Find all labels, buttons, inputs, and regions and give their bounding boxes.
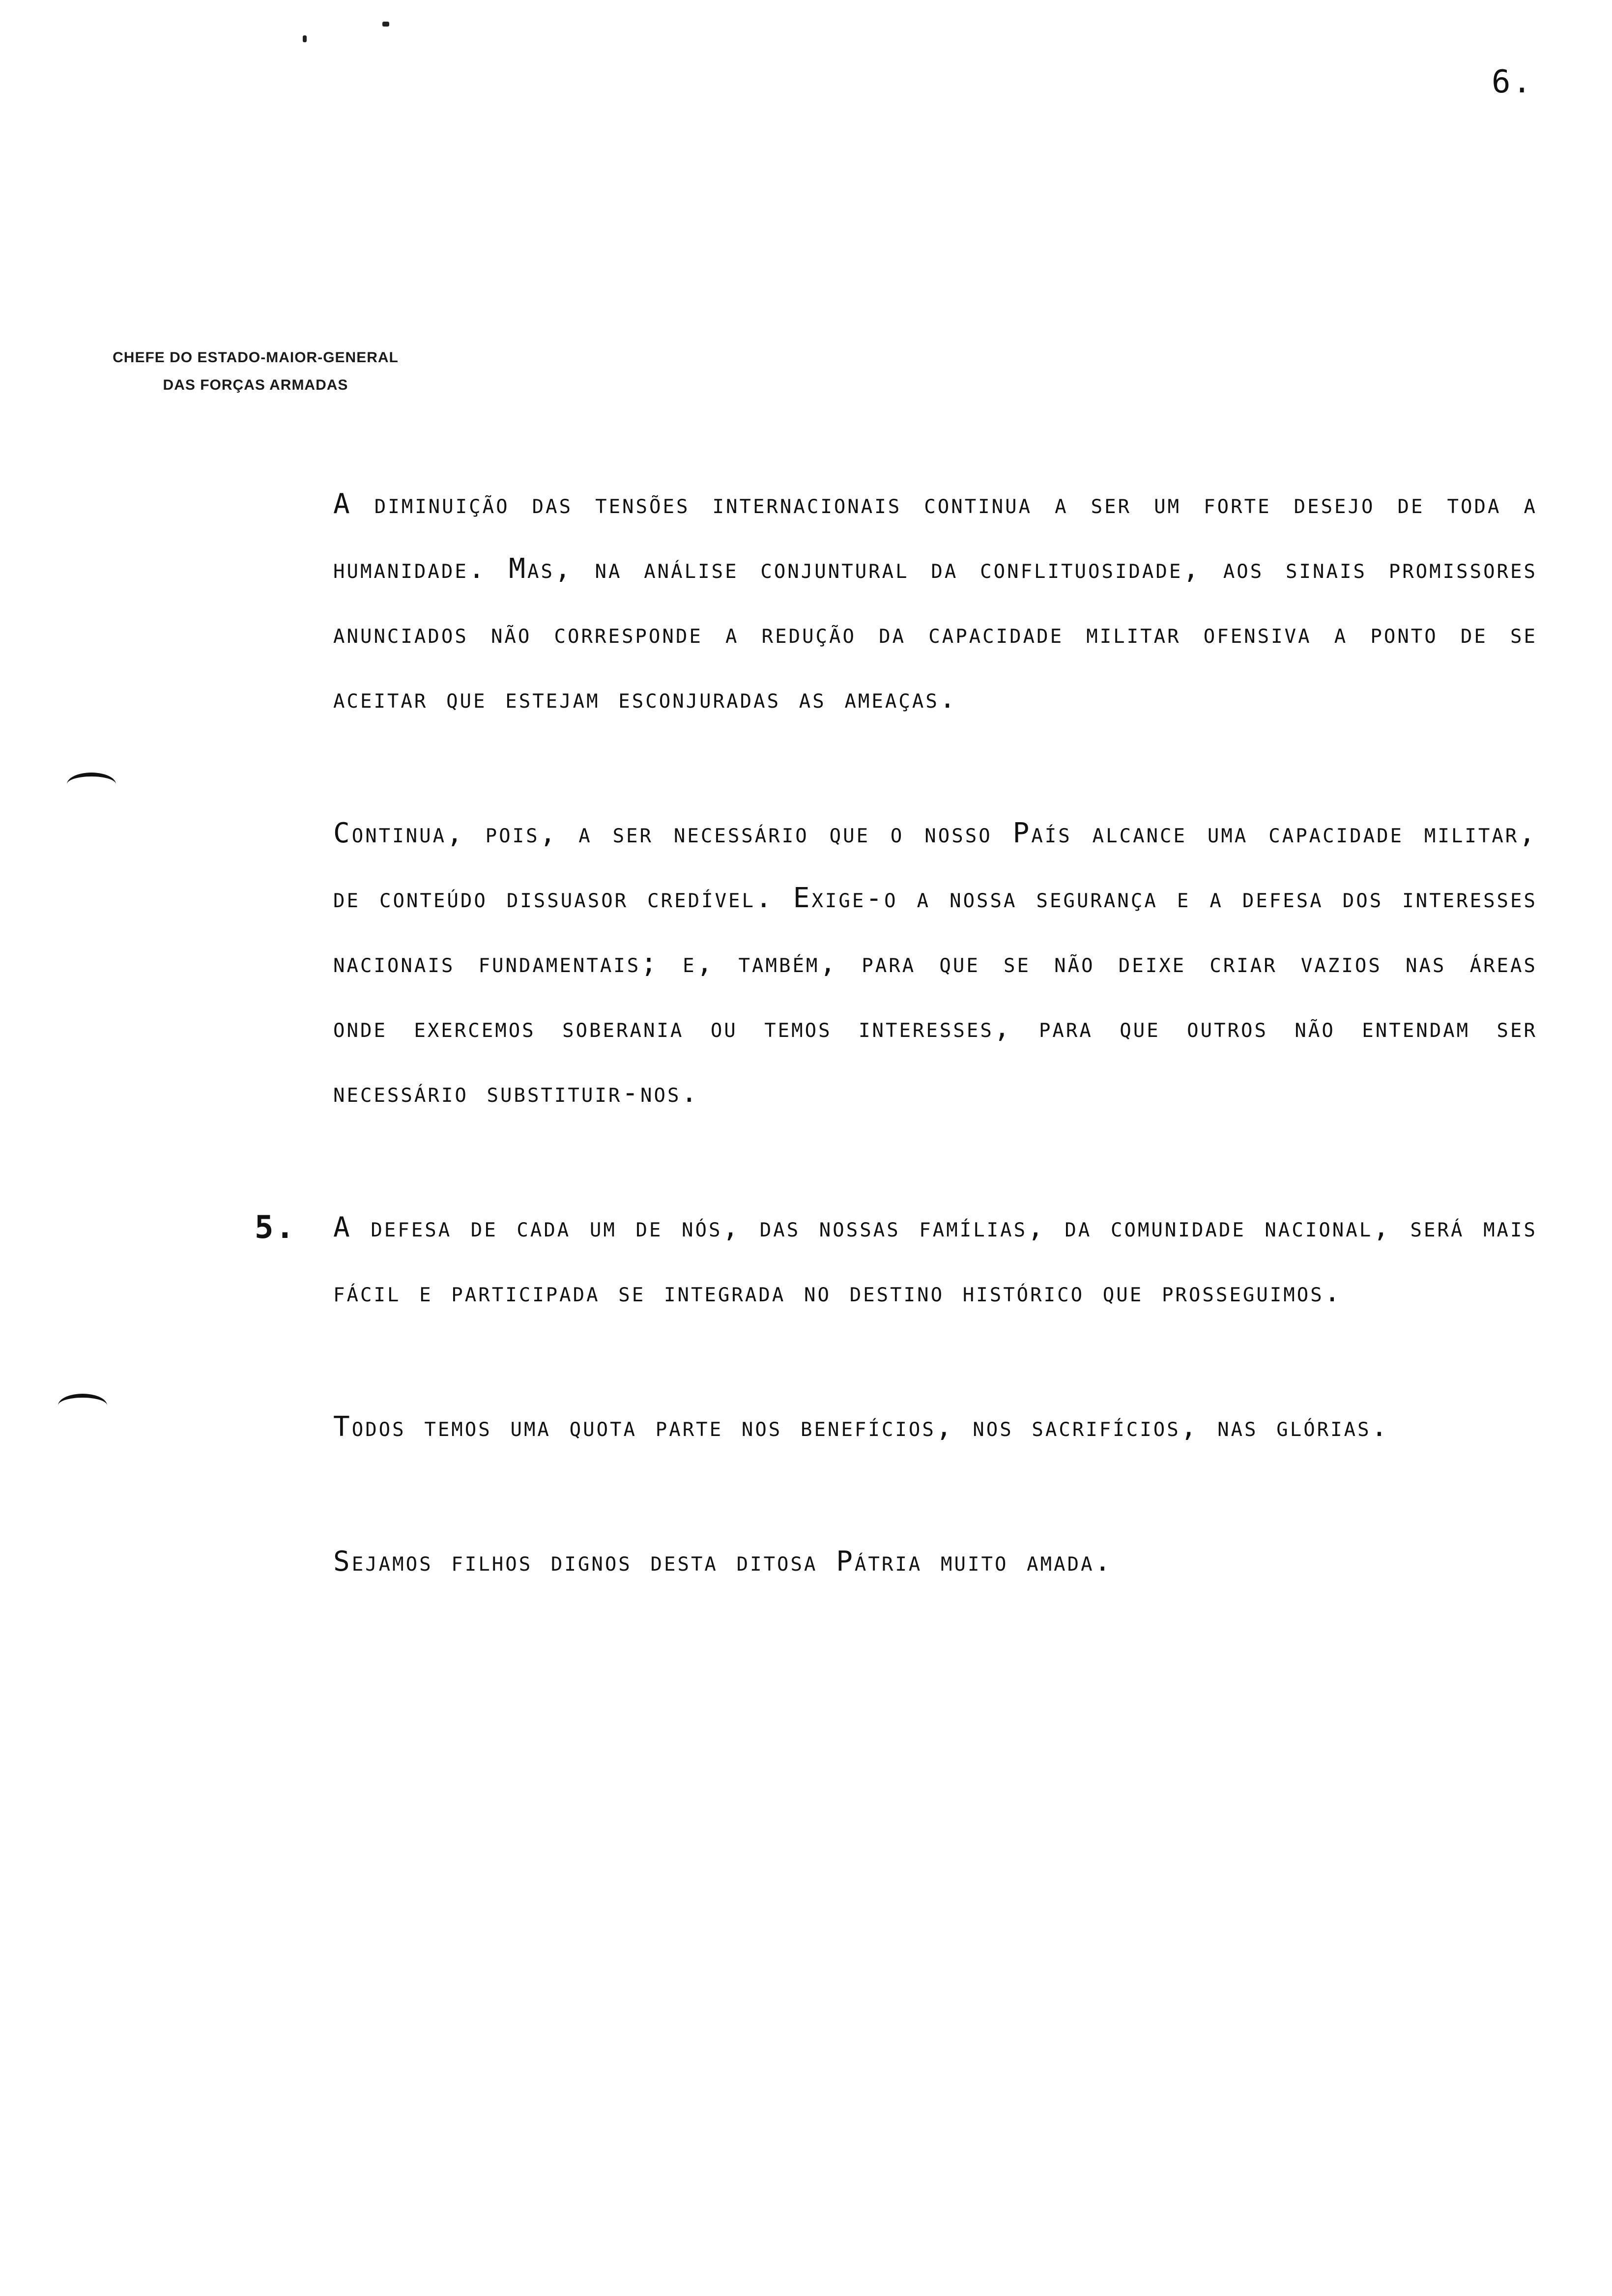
section-number: 5.: [255, 1209, 297, 1246]
paragraph-4: Todos temos uma quota parte nos benefícios, nos sacrifícios, nas glórias.: [333, 1411, 1390, 1443]
scan-speck: [303, 35, 307, 42]
scan-speck: [382, 22, 389, 27]
letterhead-line-2: DAS FORÇAS ARMADAS: [163, 377, 348, 393]
page-number: 6.: [1491, 64, 1533, 100]
binder-hole-mark: [58, 1394, 107, 1417]
paragraph-3: A defesa de cada um de nós, das nossas famílias, da comunidade nacional, será mais fácil e participada se integrada no destino histórico que prosseguimos.: [333, 1211, 1537, 1308]
letterhead-line-1: CHEFE DO ESTADO-MAIOR-GENERAL: [113, 349, 399, 366]
paragraph-5: Sejamos filhos dignos desta ditosa Pátria muito amada.: [333, 1546, 1113, 1578]
paragraph-2: Continua, pois, a ser necessário que o nosso País alcance uma capacidade militar, de conteúdo dissuasor credível. Exige-o a nossa segurança e a defesa dos interesses nacionais fundamentais; e, também, para que se não deixe criar vazios nas áreas onde exercemos soberania ou temos interesses, para que outros não entendam ser necessário substituir-nos.: [333, 817, 1537, 1109]
letterhead: [88, 344, 423, 399]
paragraph-1: A diminuição das tensões internacionais continua a ser um forte desejo de toda a humanidade. Mas, na análise conjuntural da conflituosidade, aos sinais promissores anunciados não corresponde a redução da capacidade militar ofensiva a ponto de se aceitar que estejam esconjuradas as ameaças.: [333, 488, 1537, 715]
document-body: [255, 472, 1537, 1664]
binder-hole-mark: [67, 773, 116, 796]
section-5: [255, 1195, 1537, 1325]
